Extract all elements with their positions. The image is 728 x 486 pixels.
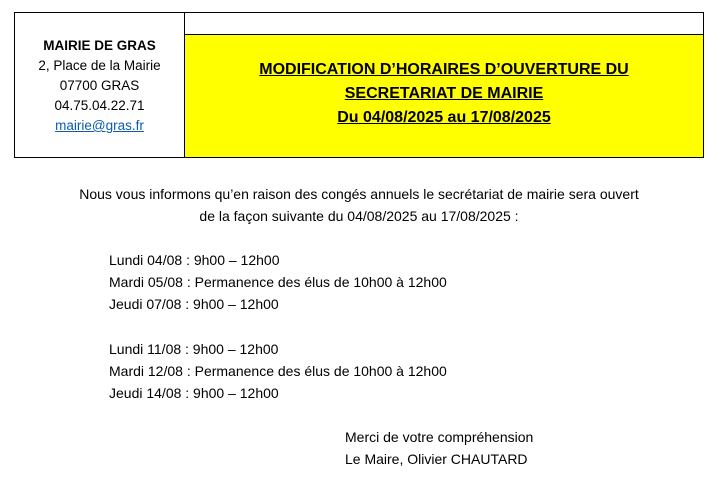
notice-title-block [185, 35, 703, 157]
schedule-row: Mardi 12/08 : Permanence des élus de 10h00 à 12h00 [109, 363, 447, 379]
schedule-row: Lundi 04/08 : 9h00 – 12h00 [109, 252, 280, 268]
schedule-row: Jeudi 07/08 : 9h00 – 12h00 [109, 296, 279, 312]
signature-block [345, 426, 533, 470]
phone-number: 04.75.04.22.71 [54, 98, 145, 113]
schedule-row: Jeudi 14/08 : 9h00 – 12h00 [109, 385, 279, 401]
address-line1: 2, Place de la Mairie [38, 58, 161, 73]
email-link[interactable]: mairie@gras.fr [55, 118, 144, 133]
intro-paragraph [14, 183, 704, 227]
schedule-week2 [109, 338, 447, 404]
title-line1: MODIFICATION D’HORAIRES D’OUVERTURE DU [259, 61, 629, 78]
schedule-row: Mardi 05/08 : Permanence des élus de 10h00 à 12h00 [109, 274, 447, 290]
intro-line1: Nous vous informons qu’en raison des congés annuels le secrétariat de mairie sera ouvert [79, 186, 639, 202]
schedule-row: Lundi 11/08 : 9h00 – 12h00 [109, 341, 279, 357]
title-dates: Du 04/08/2025 au 17/08/2025 [337, 109, 551, 126]
intro-line2: de la façon suivante du 04/08/2025 au 17/08/2025 : [199, 208, 519, 224]
header-table [14, 12, 704, 158]
contact-block [15, 13, 185, 157]
empty-header-cell [185, 13, 703, 35]
title-line2: SECRETARIAT DE MAIRIE [344, 85, 544, 102]
address-line2: 07700 GRAS [59, 78, 140, 93]
mairie-name: MAIRIE DE GRAS [43, 38, 156, 53]
mayor-signature: Le Maire, Olivier CHAUTARD [345, 451, 528, 467]
schedule-week1 [109, 249, 447, 315]
thanks-text: Merci de votre compréhension [345, 429, 534, 445]
